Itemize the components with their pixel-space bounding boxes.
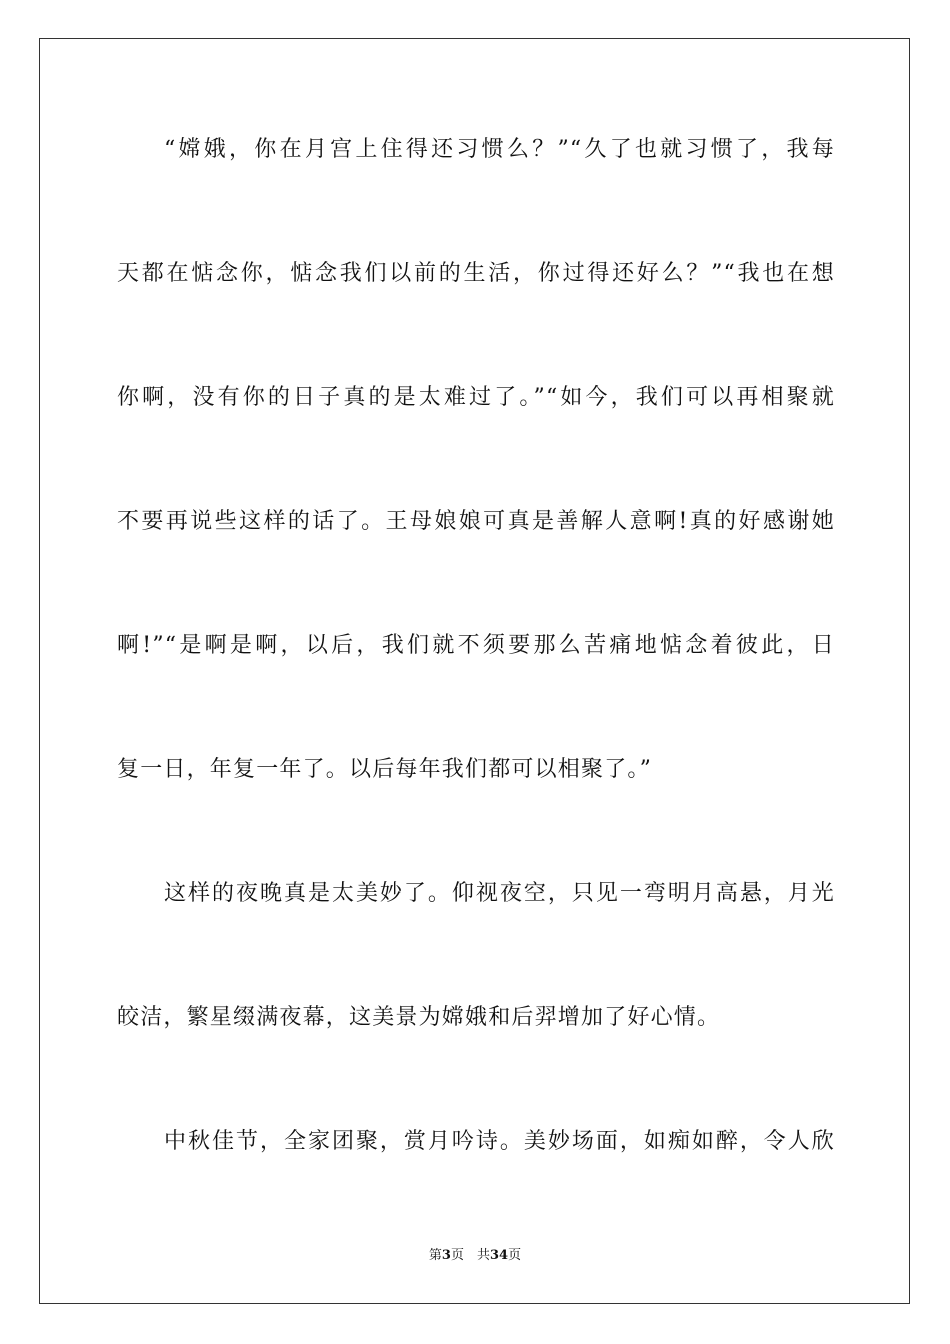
current-page-number: 3 xyxy=(441,1248,451,1263)
footer-suffix: 页 xyxy=(508,1248,522,1263)
paragraph-2-line-2: 皎洁，繁星缀满夜幕，这美景为嫦娥和后羿增加了好心情。 xyxy=(117,1005,721,1030)
footer-mid: 页 共 xyxy=(450,1248,490,1263)
paragraph-3-line-1: 中秋佳节，全家团聚，赏月吟诗。美妙场面，如痴如醉，令人欣 xyxy=(164,1129,835,1154)
total-page-number: 34 xyxy=(489,1248,509,1263)
paragraph-1-line-5: 啊!”“是啊是啊，以后，我们就不须要那么苦痛地惦念着彼此，日 xyxy=(117,633,835,658)
page-footer xyxy=(0,1247,950,1265)
paragraph-1-line-3: 你啊，没有你的日子真的是太难过了。”“如今，我们可以再相聚就 xyxy=(117,385,835,410)
paragraph-1-line-6: 复一日，年复一年了。以后每年我们都可以相聚了。” xyxy=(117,757,653,782)
paragraph-2-line-1: 这样的夜晚真是太美妙了。仰视夜空，只见一弯明月高悬，月光 xyxy=(164,881,835,906)
footer-prefix: 第 xyxy=(428,1248,442,1263)
paragraph-1-line-2: 天都在惦念你，惦念我们以前的生活，你过得还好么？”“我也在想 xyxy=(117,261,835,286)
paragraph-1-line-4: 不要再说些这样的话了。王母娘娘可真是善解人意啊!真的好感谢她 xyxy=(117,509,835,534)
page-border xyxy=(39,38,910,1304)
paragraph-1-line-1: “嫦娥，你在月宫上住得还习惯么？”“久了也就习惯了，我每 xyxy=(164,137,835,162)
